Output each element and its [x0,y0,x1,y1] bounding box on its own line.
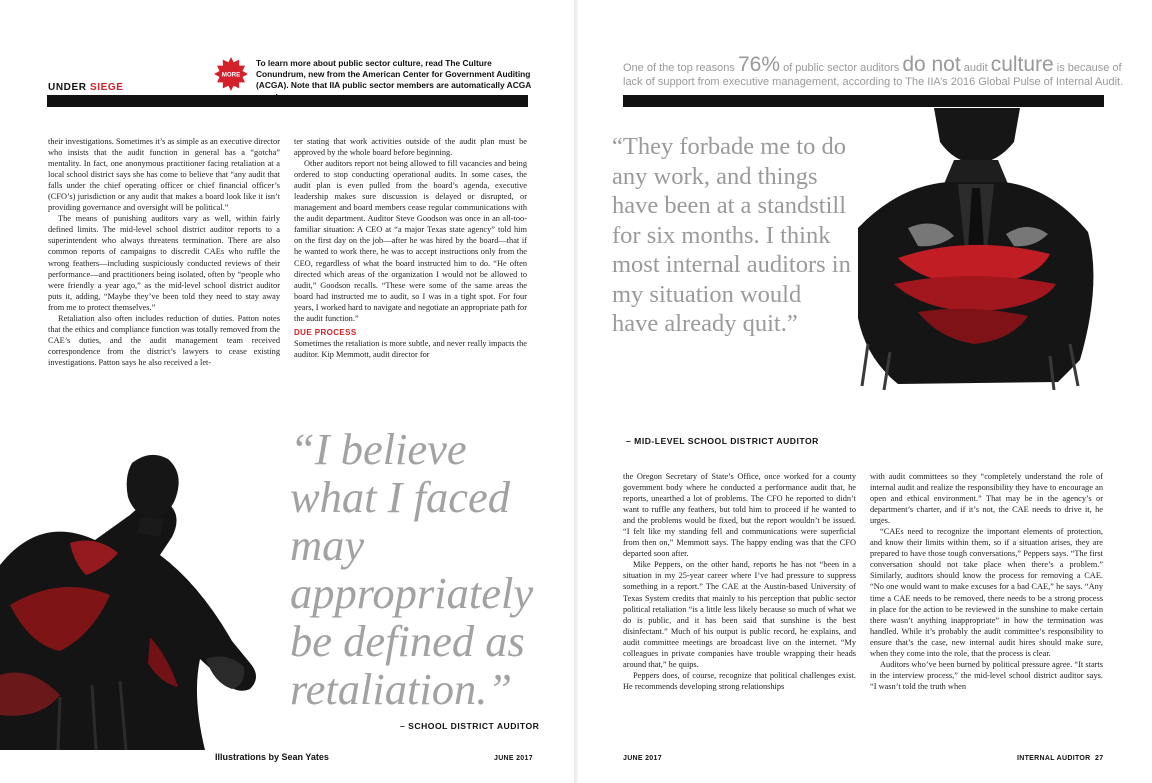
pull-quote-left: “I believe what I faced may appropriately be defined as retaliation.” [290,424,534,714]
paragraph: “CAEs need to recognize the important elements of protection, and know their limits within them, so if a situation arises, they are prepared to have those tough conversations,” Peppers says. “The first conversation should not take place when there’s a problem.” Similarly, auditors should know the process for removing a CAE. “No one would want to make excuses for a bad CAE,” he says. “Any time a CAE needs to be removed, there needs to be a strong process in place for the action to be reviewed in the sunshine to make certain there wasn’t anything inappropriate” in how the termination was handled. While it’s probably the audit committee’s responsibility to ensure that’s the case, new internal audit hires should make sure, when they come into the role, that the process is clear. [870,527,1103,658]
illustration-credit: Illustrations by Sean Yates [215,752,329,762]
page-gutter [574,0,578,783]
article-column-3 [623,471,856,692]
paragraph: the Oregon Secretary of State’s Office, once worked for a county government body where he conducted a performance audit that, he reports, unearthed a lot of problems. The CFO he reported to didn’t want to ruffle any feathers, but told him to proceed if he wanted to and the problems would be fixed, but the report wouldn’t be issued. “I felt like my standing fell and communications were superficial from then on,” Memmott says. The happy ending was that the CFO departed soon after. [623,472,856,559]
illustration-bound-man [838,108,1108,390]
more-info-text: To learn more about public sector culture, read The Culture Conundrum, new from the American Center for Government Auditing (ACGA). Note that IIA public sector members are automatically ACGA [256,58,532,91]
footer-date-right: JUNE 2017 [623,755,662,762]
footer-folio [1017,755,1103,762]
more-badge-label: MORE [221,71,241,79]
paragraph: their investigations. Sometimes it’s as simple as an executive director who insists that the audit function in general has a “gotcha” mentality. In fact, one anonymous practitioner facing retaliation at a local school district says she has come to believe that “any audit that falls under the chief operating officer or chief financial officer’s (CFO’s) jurisdiction or any audit that makes a board look like it isn’t providing governance and oversight will be political.” [48,137,280,213]
header-rule-left [47,95,528,107]
article-column-4 [870,471,1103,692]
subheading-due-process: DUE PROCESS [294,327,357,337]
paragraph: with audit committees so they “completely understand the role of internal audit and realize the responsibility they have to encourage an open and ethical environment.” That may be in the agency’s or department’s charter, and if it’s not, the CAE needs to drive it, he urges. [870,472,1103,526]
statistic-callout: One of the top reasons 76% of public sector auditors do not audit culture is because of lack of support from executive management, according to The IIA’s 2016 Global Pulse of Internal Audit. [623,53,1124,88]
paragraph: ter stating that work activities outside of the audit plan must be approved by the whole board before beginning. [294,137,527,158]
section-label-part2: SIEGE [89,82,124,93]
page-number: 27 [1095,755,1104,762]
more-badge-icon [213,56,249,92]
paragraph: The means of punishing auditors vary as well, within fairly defined limits. The mid-level school district auditor reports to a superintendent who always threatens termination. There are also common reports of campaigns to discredit CAEs who ruffle the wrong feathers—including suspiciously conducted reviews of their performance—and practitioners being isolated, often by “people who were friendly a year ago,” as the mid-level school district auditor puts it, adding, “Maybe they’ve been told they need to stay away from me to protect themselves.” [48,214,280,312]
paragraph: Sometimes the retaliation is more subtle, and never really impacts the auditor. Kip Memmott, audit director for [294,338,527,359]
paragraph: Mike Peppers, on the other hand, reports he has not “been in a situation in my 25-year career where I’ve had pressure to suppress something in a report.” The CAE at the Austin-based University of Texas System credits that mainly to his perception that public sector political retaliation “is a little less likely because so much of what we do is public, and it has been said that sunshine is the best disinfectant.” Much of his output is public record, he explains, and audit committee meetings are broadcast live on the internet. “My colleagues in private companies have trouble wrapping their heads around that,” he quips. [623,560,856,669]
section-label [48,82,124,93]
stat-percentage: 76% [737,53,781,76]
paragraph: Peppers does, of course, recognize that political challenges exist. He recommends developing strong relationships [623,670,856,691]
footer-date-left: JUNE 2017 [494,755,533,762]
section-label-part1: UNDER [48,82,87,93]
pull-quote-right-attribution: – MID-LEVEL SCHOOL DISTRICT AUDITOR [626,436,819,446]
paragraph: Other auditors report not being allowed to fill vacancies and being ordered to stop conducting operational audits. In some cases, the audit plan is even pulled from the board’s agenda, executive leadership makes sure discussion is delayed or disrupted, or management and board members cease regular communications with the audit department. Auditor Steve Goodson was once in an all-too-familiar situation: A CEO at “a major Texas state agency” told him on the first day on the job—after he was hired by the board—that if he wanted to work there, he was to accept instructions only from the CEO, regardless of what the board instructed him to do. “He often directed which areas of the organization I would not be allowed to audit,” Goodson recalls. “These were some of the same areas the board had instructed me to audit, so I was in a tight spot. For four years, I worked hard to navigate and negotiate an appropriate path for the audit function.” [294,159,527,323]
paragraph: Retaliation also often includes reduction of duties. Patton notes that the ethics and compliance function was totally removed from the CAE’s duties, and the audit management team received correspondence from the district’s lawyers to cease existing investigations. Patton says he also received a let- [48,313,280,367]
header-rule-right [623,95,1104,107]
paragraph: Auditors who’ve been burned by political pressure agree. “It starts in the interview process,” the mid-level school district auditor says. “I wasn’t told the truth when [870,659,1103,691]
pull-quote-right: “They forbade me to do any work, and things have been at a standstill for six months. I think most internal auditors in my situation would have already quit.” [612,133,851,337]
article-column-2 [294,136,527,360]
pull-quote-left-attribution: – SCHOOL DISTRICT AUDITOR [400,721,540,731]
article-column-1 [48,136,280,368]
illustration-bowing-man [0,445,285,750]
stat-source-line: lack of support from executive management, according to The IIA’s 2016 Global Pulse of Internal Audit. [623,76,1124,88]
magazine-name: INTERNAL AUDITOR [1017,755,1091,762]
